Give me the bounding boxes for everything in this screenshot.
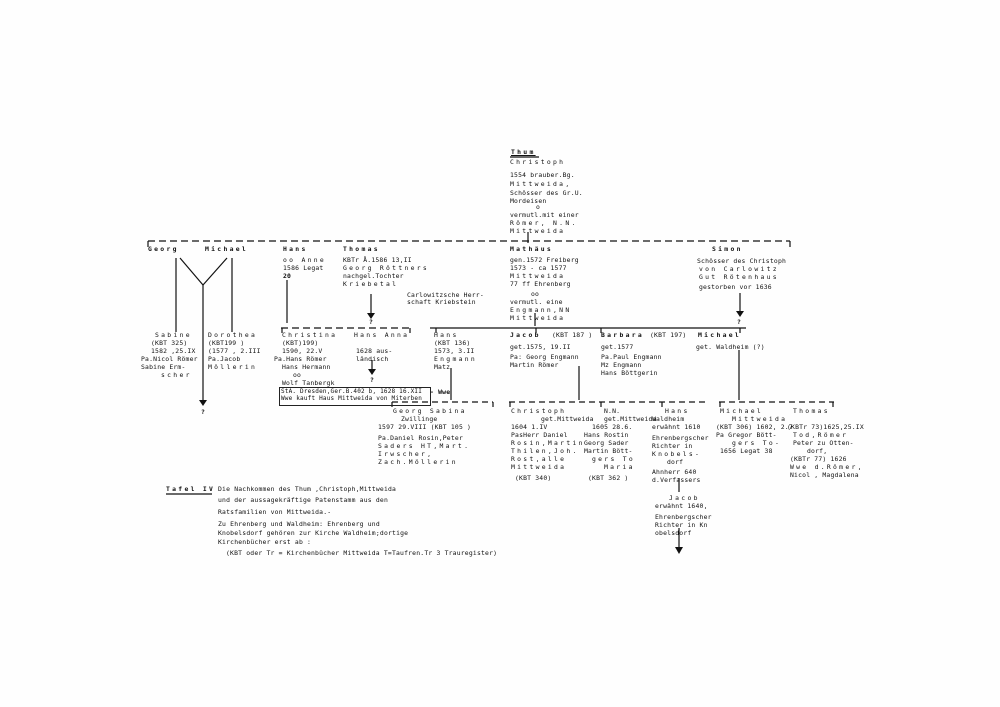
nn-line-6: Martin Bött- [584, 447, 633, 455]
legend-line-1: Die Nachkommen des Thum ,Christoph,Mittweida [218, 485, 397, 493]
michael-mittweida-line-1: Michael [720, 407, 764, 415]
gen2-mathaus-spouse-3: Mittweida [510, 314, 566, 322]
gen2-thomas-line-1: KBTr ̊A.1586 13,II [343, 256, 412, 264]
gen2-mathaus-spouse-2: Engmann,NN [510, 306, 572, 314]
top-line-3: Schösser des Gr.U. [510, 189, 583, 197]
michael-mittweida-line-6: 1656 Legat 38 [720, 447, 773, 455]
gen2-simon: Simon [712, 245, 743, 253]
georg-sabina-line-2: Zwillinge [401, 415, 438, 423]
georg-sabina-line-7: Zach.Möllerin [378, 458, 458, 466]
gen2-hans: Hans [283, 245, 308, 253]
nn-line-1: N.N. [604, 407, 621, 415]
top-marriage-sign: o [536, 203, 541, 211]
dorothea-line-3: (1577 , 2.III [208, 347, 261, 355]
hans-waldheim-line-5: Richter in [652, 442, 693, 450]
nn-line-4: Hans Rostin [584, 431, 629, 439]
gen2-mathaus-line-1: gen.1572 Freiberg [510, 256, 579, 264]
legend-line-5: Knobelsdorf gehören zur Kirche Waldheim;dortige [218, 529, 409, 537]
gen2-thomas-line-3: nachgel.Tochter [343, 272, 404, 280]
top-spouse-3: Mittweida [510, 227, 566, 235]
jacob-waldheim-line-1: Jacob [669, 494, 700, 502]
christoph-line-1: Christoph [511, 407, 567, 415]
gen2-thomas-line-2: Georg Röttners [343, 264, 430, 272]
gen2-mathaus-line-2: 1573 - ca 1577 [510, 264, 567, 272]
michael-waldheim-line-1: get. Waldheim (?) [696, 343, 765, 351]
christina-line-5: Hans Hermann [282, 363, 331, 371]
hans-engmann-line-4: Engmann [434, 355, 478, 363]
top-line-2: Mittweida, [510, 180, 572, 188]
jacob-waldheim-line-2: erwähnt 1640, [655, 502, 708, 510]
legend-line-8: (KBT oder Tr = Kirchenbücher Mittweida T=Taufren.Tr 3 Trauregister) [226, 549, 498, 557]
sabine-line-6: scher [161, 371, 192, 379]
christoph-line-4: PasHerr Daniel [511, 431, 568, 439]
hans-engmann-line-2: (KBT 136) [434, 339, 471, 347]
thomas-mittweida-line-6: (KBTr 77) 1626 [790, 455, 847, 463]
jacob-waldheim-line-3: Ehrenbergscher [655, 513, 712, 521]
legend-line-2: und der aussagekräftige Patenstamm aus den [218, 496, 388, 504]
sta-note-wwe: - Wwe [430, 388, 451, 396]
gen2-hans-line-1: oo Anne [283, 256, 327, 264]
barbara-line-4: Hans Böttgerin [601, 369, 658, 377]
georg-sabina-line-5: Saders HT,Mart. [378, 442, 471, 450]
top-spouse-1: vermutl.mit einer [510, 211, 579, 219]
georg-sabina-line-6: Irwscher, [378, 450, 434, 458]
barbara-line-2: Pa.Paul Engmann [601, 353, 662, 361]
gen2-simon-line-2: von Carlowitz [699, 265, 779, 273]
gen2-thomas-qmark: ? [369, 318, 374, 326]
top-name: Christoph [510, 158, 566, 166]
gen2-mathaus-line-4: 77 ff Ehrenberg [510, 280, 571, 288]
christina-line-4: Pa.Hans Römer [274, 355, 327, 363]
gen2-simon-line-1: Schösser des Christoph [697, 257, 787, 265]
gen2-hans-line-3: 20 [283, 272, 292, 280]
gen2-simon-qmark: ? [737, 318, 742, 326]
hans-anna-line-2: ländisch [356, 355, 389, 363]
christoph-line-7: Rost,alle [511, 455, 567, 463]
top-line-1: 1554 brauber.Bg. [510, 171, 575, 179]
hans-anna-qmark: ? [370, 376, 375, 384]
hans-anna-line-1: 1628 aus- [356, 347, 393, 355]
dorothea-line-1: Dorothea [208, 331, 258, 339]
georg-sabina-line-1: Georg Sabina [393, 407, 467, 415]
jacob-name: Jacob [510, 331, 541, 339]
michael-mittweida-line-4: Pa Gregor Bött- [716, 431, 777, 439]
legend-line-4: Zu Ehrenberg und Waldheim: Ehrenberg und [218, 520, 380, 528]
legend-label: Tafel IV [166, 485, 216, 493]
top-family: Thum [511, 148, 536, 156]
hans-waldheim-line-7: dorf [667, 458, 684, 466]
jacob-line-1: get.1575, 19.II [510, 343, 571, 351]
gen2-michael: Michael [205, 245, 249, 253]
carlowitz-line-1: Carlowitzsche Herr- [407, 291, 484, 299]
sabine-line-3: 1582 ,25.IX [151, 347, 196, 355]
thomas-mittweida-line-8: Nicol , Magdalena [790, 471, 859, 479]
hans-waldheim-line-1: Hans [665, 407, 690, 415]
michael-mittweida-line-5: gers To- [732, 439, 782, 447]
michael-waldheim-name: Michael [698, 331, 742, 339]
christoph-line-5: Rosin,Martin [511, 439, 585, 447]
christina-line-3: 1590, 22.V [282, 347, 323, 355]
barbara-kbt: (KBT 197) [650, 331, 687, 339]
michael-mittweida-line-3: (KBT 306) 1602, 2.7 [716, 423, 793, 431]
nn-line-2: get.Mittweida [604, 415, 657, 423]
hans-engmann-line-3: 1573, 3.II [434, 347, 475, 355]
christoph-line-3: 1604 1.IV [511, 423, 548, 431]
sabine-line-1: Sabine [155, 331, 192, 339]
christoph-line-8: Mittweida [511, 463, 567, 471]
hans-engmann-line-1: Hans [434, 331, 459, 339]
jacob-line-2: Pa: Georg Engmann [510, 353, 579, 361]
thomas-mittweida-line-5: dorf, [807, 447, 828, 455]
christina-line-1: Christina [282, 331, 338, 339]
gen2-mathaus-oo: oo [531, 290, 540, 298]
dorothea-line-5: Möllerin [208, 363, 258, 371]
christina-line-2: (KBT)199) [282, 339, 319, 347]
christoph-line-6: Thilen,Joh. [511, 447, 579, 455]
gen2-simon-line-3: Gut Rötenhaus [699, 273, 779, 281]
thomas-mittweida-line-2: (KBTr 73)1625,25.IX [787, 423, 864, 431]
jacob-line-3: Martin Römer [510, 361, 559, 369]
gen2-thomas-line-4: Kriebetal [343, 280, 399, 288]
dorothea-qmark: ? [201, 408, 206, 416]
hans-waldheim-line-3: erwähnt 1610 [652, 423, 701, 431]
legend-line-6: Kirchenbücher erst ab : [218, 538, 312, 546]
jacob-waldheim-line-5: obelsdorf [655, 529, 692, 537]
gen2-simon-line-4: gestorben vor 1636 [699, 283, 772, 291]
barbara-line-1: get.1577 [601, 343, 634, 351]
hans-engmann-line-5: Matz [434, 363, 451, 371]
top-line-4: Mordeisen [510, 197, 547, 205]
hans-anna: Hans Anna [354, 331, 410, 339]
christina-line-7: Wolf Tanbergk [282, 379, 335, 387]
christina-line-6: oo [293, 371, 302, 379]
sabine-line-2: (KBT 325) [151, 339, 188, 347]
thomas-mittweida-line-7: Wwe d.Römer, [790, 463, 864, 471]
nn-kbt: (KBT 362 ) [588, 474, 629, 482]
barbara-name: Barbara [601, 331, 645, 339]
christoph-line-2: get.Mittweida [541, 415, 594, 423]
hans-waldheim-line-4: Ehrenbergscher [652, 434, 709, 442]
gen2-mathaus-line-3: Mittweida [510, 272, 566, 280]
georg-sabina-line-4: Pa.Daniel Rosin,Peter [378, 434, 463, 442]
christoph-kbt: (KBT 340) [515, 474, 552, 482]
top-spouse-2: Römer, N.N. [510, 219, 578, 227]
dorothea-line-2: (KBT199 ) [208, 339, 245, 347]
sta-note-line-2: Wwe kauft Haus Mittweida von Miterben [281, 395, 423, 402]
nn-line-8: Maria [604, 463, 635, 471]
gen2-mathaus: Mathäus [510, 245, 554, 253]
legend-line-3: Ratsfamilien von Mittweida.- [218, 508, 332, 516]
thomas-mittweida-line-4: Peter zu Otten- [793, 439, 854, 447]
dorothea-line-4: Pa.Jacob [208, 355, 241, 363]
sabine-line-4: Pa.Nicol Römer [141, 355, 198, 363]
hans-waldheim-line-2: Waldheim [652, 415, 685, 423]
sta-note-line-1: StA. Dresden,Ger.B.402 b, 1628 16.XII [281, 388, 423, 395]
hans-waldheim-line-8: Ahnherr 640 [652, 468, 697, 476]
georg-sabina-line-3: 1597 29.VIII (KBT 105 ) [378, 423, 472, 431]
gen2-hans-line-2: 1586 Legat [283, 264, 324, 272]
thomas-mittweida-line-1: Thomas [793, 407, 830, 415]
barbara-line-3: Mz Engmann [601, 361, 642, 369]
carlowitz-line-2: schaft Kriebstein [407, 298, 476, 306]
gen2-mathaus-spouse-1: vermutl. eine [510, 298, 563, 306]
jacob-waldheim-line-4: Richter in Kn [655, 521, 708, 529]
gen2-thomas: Thomas [343, 245, 380, 253]
hans-waldheim-line-9: d.Verfassers [652, 476, 701, 484]
sabine-line-5: Sabine Erm- [141, 363, 186, 371]
nn-line-5: Georg Sader [584, 439, 629, 447]
nn-line-7: gers To [592, 455, 636, 463]
jacob-kbt: (KBT 187 ) [552, 331, 593, 339]
michael-mittweida-line-2: Mittweida [732, 415, 788, 423]
gen2-georg: Georg [148, 245, 179, 253]
nn-line-3: 1605 28.6. [592, 423, 633, 431]
hans-waldheim-line-6: Knobels- [652, 450, 702, 458]
thomas-mittweida-line-3: Tod,Römer [793, 431, 849, 439]
